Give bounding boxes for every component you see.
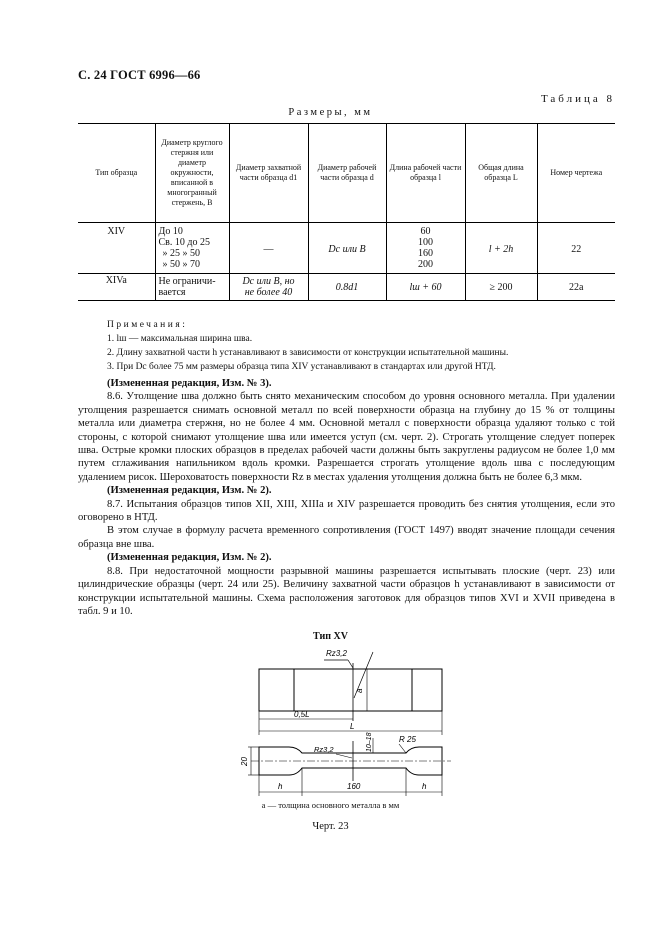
cell-diameter [155,274,229,301]
note-item: 1. lш — максимальная ширина шва. [107,334,253,344]
amendment-note: (Измененная редакция, Изм. № 2). [107,552,272,564]
cell-type: XIVa [78,274,155,301]
note-item: 2. Длину захватной части h устанавливают в зависимости от конструкции испытательной машины. [107,348,509,358]
label-r25: R 25 [399,735,416,744]
cell-type: XIV [78,223,155,274]
cell-total: l + 2h [465,223,537,274]
table-subtitle: Размеры, мм [288,107,373,118]
cell-line: Не ограничи- [158,276,216,287]
figure-number: Черт. 23 [312,821,349,832]
label-rz-top: Rz3,2 [326,649,347,658]
col-header-length: Длина рабочей части образца l [386,124,465,223]
amendment-note: (Измененная редакция, Изм. № 3). [107,378,272,389]
cell-line: Dc или B, но [242,276,295,287]
table-8 [78,123,615,301]
table-notes [107,318,627,374]
cell-line: » 50 » 70 [162,259,200,270]
cell-work-diameter: Dc или B [308,223,386,274]
note-item: 3. При Dc более 75 мм размеры образца типа XIV устанавливают в стандартах или другой НТД. [107,362,496,372]
col-header-total: Общая длина образца L [465,124,537,223]
rz-leader [348,660,353,668]
label-half-L: 0,5L [294,710,310,719]
label-h-right: h [422,782,427,791]
cell-drawing: 22 [537,223,615,274]
cell-line: 200 [418,259,433,270]
cell-grip [229,274,308,301]
cell-drawing: 22a [537,274,615,301]
label-rz-mid: Rz3,2 [314,745,334,754]
label-L: L [350,722,355,731]
table-row [78,223,615,274]
paragraph-8-7: 8.7. Испытания образцов типов XII, XIII, XIIIa и XIV разрешается проводить без снятия утолщения, если это оговорено в НТД. [78,498,615,524]
cell-diameter [155,223,229,274]
amendment-note: (Измененная редакция, Изм. № 2). [107,485,272,497]
label-160: 160 [347,782,361,791]
table-row [78,274,615,301]
label-a: a [355,688,364,693]
label-10-18: 10–18 [366,732,373,752]
col-header-diameter: Диаметр круглого стержня или диаметр окружности, вписанной в многогранный стержень, B [155,124,229,223]
specimen-drawing [236,646,466,802]
cell-work-diameter: 0.8d1 [308,274,386,301]
notes-title: Примечания: [107,320,188,330]
table-caption: Таблица 8 [540,93,615,105]
col-header-drawing: Номер чертежа [537,124,615,223]
page-header: С. 24 ГОСТ 6996—66 [78,68,201,82]
cell-length [386,223,465,274]
col-header-type: Тип образца [78,124,155,223]
body-text [78,377,615,618]
figure-caption: a — толщина основного металла в мм [261,800,400,810]
cell-line: 160 [418,248,433,259]
cell-line: » 25 » 50 [162,248,200,259]
cell-line: не более 40 [244,287,293,298]
cell-line: До 10 [158,226,183,237]
cell-total: ≥ 200 [465,274,537,301]
cell-line: 100 [418,237,433,248]
cell-line: вается [158,287,186,298]
col-header-grip: Диаметр захватной части образца d1 [229,124,308,223]
paragraph-8-6: 8.6. Утолщение шва должно быть снято механическим способом до уровня основного металла. При удалении утолщения разрешается снимать основной металл по всей поверхности образца на глубину до 15 % от толщины металла или диаметра стержня, но не более 4 мм. Основной металл с поверхности образца удаляют только с той стороны, с которой снимают утолщение шва или имеется уступ (см. черт. 2). Строгать утолщение следует поперек шва. Острые кромки плоских образцов в пределах рабочей части должны быть закруглены радиусом не более 1,0 мм путем сглаживания напильником вдоль кромки. Разрешается строгать утолщение вдоль шва с последующим удалением рисок. Шероховатость поверхности Rz в местах удаления утолщения должна быть не более 6,3 мкм. [78,391,615,483]
col-header-work-diameter: Диаметр рабочей части образца d [308,124,386,223]
label-h-left: h [278,782,283,791]
plate-outline [259,669,442,711]
cell-length: lш + 60 [386,274,465,301]
r25-leader [399,744,406,753]
cell-grip: — [229,223,308,274]
cell-line: 60 [420,226,431,237]
rz-leader [336,754,352,758]
table-header-row [78,124,615,223]
paragraph-8-7-cont: В этом случае в формулу расчета временного сопротивления (ГОСТ 1497) вводят значение площади сечения образца вне шва. [78,525,615,550]
figure-title: Тип XV [313,631,348,642]
label-width-20: 20 [240,757,249,766]
paragraph-8-8: 8.8. При недостаточной мощности разрывной машины разрешается испытывать плоские (черт. 23) или цилиндрические образцы (черт. 24 или 25). Величину захватной части образцов h устанавливают в зависимости от конструкции испытательной машины. Схема расположения заготовок для образцов типов XVI и XVII приведена в табл. 9 и 10. [78,565,615,617]
cell-line: Св. 10 до 25 [158,237,210,248]
